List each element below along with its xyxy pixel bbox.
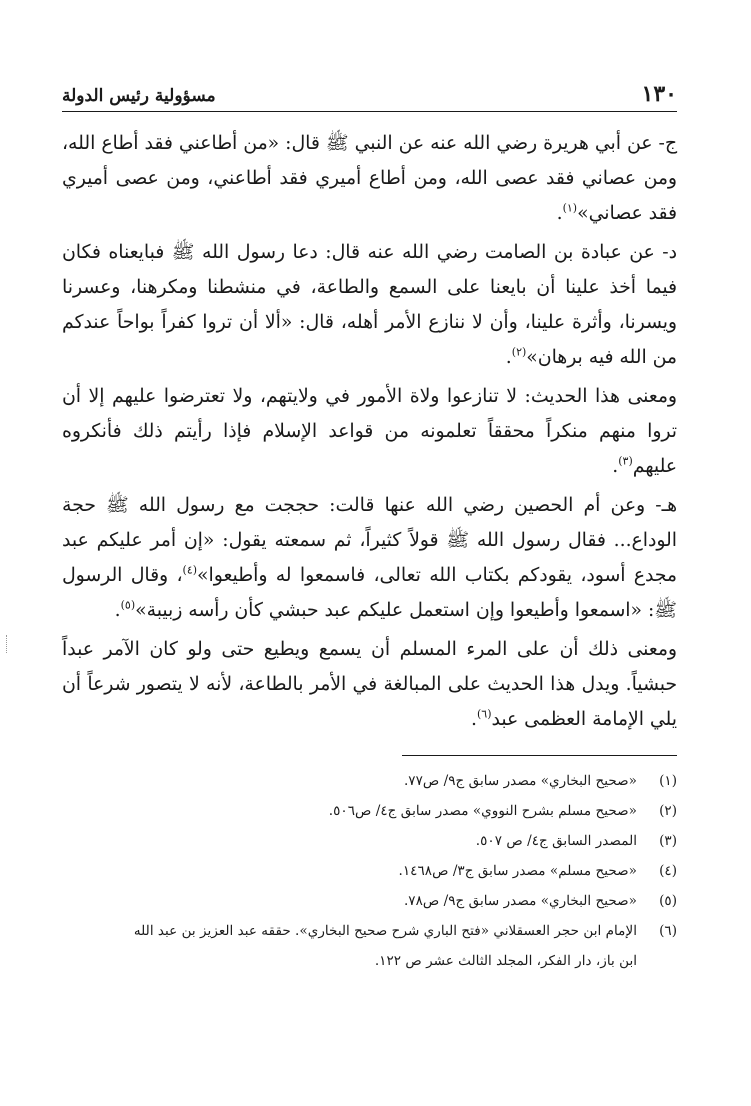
footnote-number: (٦) [659,923,677,939]
footnote-item [62,886,677,916]
footnote-number: (٤) [659,863,677,879]
footnote-ref: (٢) [511,345,527,359]
page-number: ١٣٠ [641,81,677,107]
footnote-text-continued: ابن باز، دار الفكر، المجلد الثالث عشر ص ١٢٢. [374,953,637,969]
footnote-number: (٥) [659,893,677,909]
footnote-item [62,856,677,886]
paragraph-explanation: ومعنى هذا الحديث: لا تنازعوا ولاة الأمور في ولايتهم، ولا تعترضوا عليهم إلا أن تروا منهم منكراً محققاً تعلمونه من قواعد الإسلام فإذا رأيتم ذلك فأنكروه عليهم$^{(٣)}$. [62,386,677,477]
paragraph-hadith-c: ج- عن أبي هريرة رضي الله عنه عن النبي ﷺ قال: «من أطاعني فقد أطاع الله، ومن عصاني فقد عصى الله، ومن أطاع أميري فقد أطاعني، ومن عصى أميري فقد عصاني»$^{(١)}$. [62,133,677,224]
footnote-text: «صحيح البخاري» مصدر سابق ج٩/ ص٧٧. [403,773,637,789]
footnote-text: «صحيح مسلم بشرح النووي» مصدر سابق ج٤/ ص٥٠٦. [328,803,637,819]
body-text [62,126,677,737]
page-header [62,80,677,112]
footnote-item [62,766,677,796]
paragraph-hadith-d: د- عن عبادة بن الصامت رضي الله عنه قال: دعا رسول الله ﷺ فبايعناه فكان فيما أخذ علينا أن بايعنا على السمع والطاعة، في منشطنا ومكرهنا، وعسرنا ويسرنا، وأثرة علينا، وأن لا ننازع الأمر أهله، قال: «ألا أن تروا كفراً بواحاً عندكم من الله فيه برهان»$^{(٢)}$. [62,242,677,368]
scan-edge-mark [6,635,10,653]
footnote-text: «صحيح مسلم» مصدر سابق ج٣/ ص١٤٦٨. [398,863,637,879]
footnote-number: (١) [659,773,677,789]
paragraph-hadith-h: هـ- وعن أم الحصين رضي الله عنها قالت: حججت مع رسول الله ﷺ حجة الوداع... فقال رسول الله ﷺ قولاً كثيراً، ثم سمعته يقول: «إن أمر عليكم عبد مجدع أسود، يقودكم بكتاب الله تعالى، فاسمعوا له وأطيعوا»$^{(٤)}$، وقال الرسول ﷺ: «اسمعوا وأطيعوا وإن استعمل عليكم عبد حبشي كأن رأسه زبيبة»$^{(٥)}$. [62,495,677,621]
footnote-item [62,826,677,856]
running-title: مسؤولية رئيس الدولة [62,86,216,106]
footnote-text: المصدر السابق ج٤/ ص ٥٠٧. [475,833,637,849]
footnote-text: «صحيح البخاري» مصدر سابق ج٩/ ص٧٨. [403,893,637,909]
footnote-ref: (١) [562,201,578,215]
footnote-item [62,796,677,826]
footnote-text: الإمام ابن حجر العسقلاني «فتح الباري شرح صحيح البخاري». حققه عبد العزيز بن عبد الله [133,923,637,939]
footnote-ref: (٦) [476,707,492,721]
book-page [62,80,677,976]
footnote-ref: (٤) [182,563,198,577]
footnote-ref: (٥) [120,598,136,612]
footnote-item [62,916,677,976]
footnote-number: (٣) [659,833,677,849]
footnote-divider [402,755,677,756]
footnotes [62,766,677,976]
footnote-ref: (٣) [618,454,633,468]
paragraph-conclusion: ومعنى ذلك أن على المرء المسلم أن يسمع ويطيع حتى ولو كان الآمر عبداً حبشياً. ويدل هذا الحديث على المبالغة في الأمر بالطاعة، لأنه لا يتصور شرعاً أن يلي الإمامة العظمى عبد$^{(٦)}$. [62,639,677,730]
footnote-number: (٢) [659,803,677,819]
